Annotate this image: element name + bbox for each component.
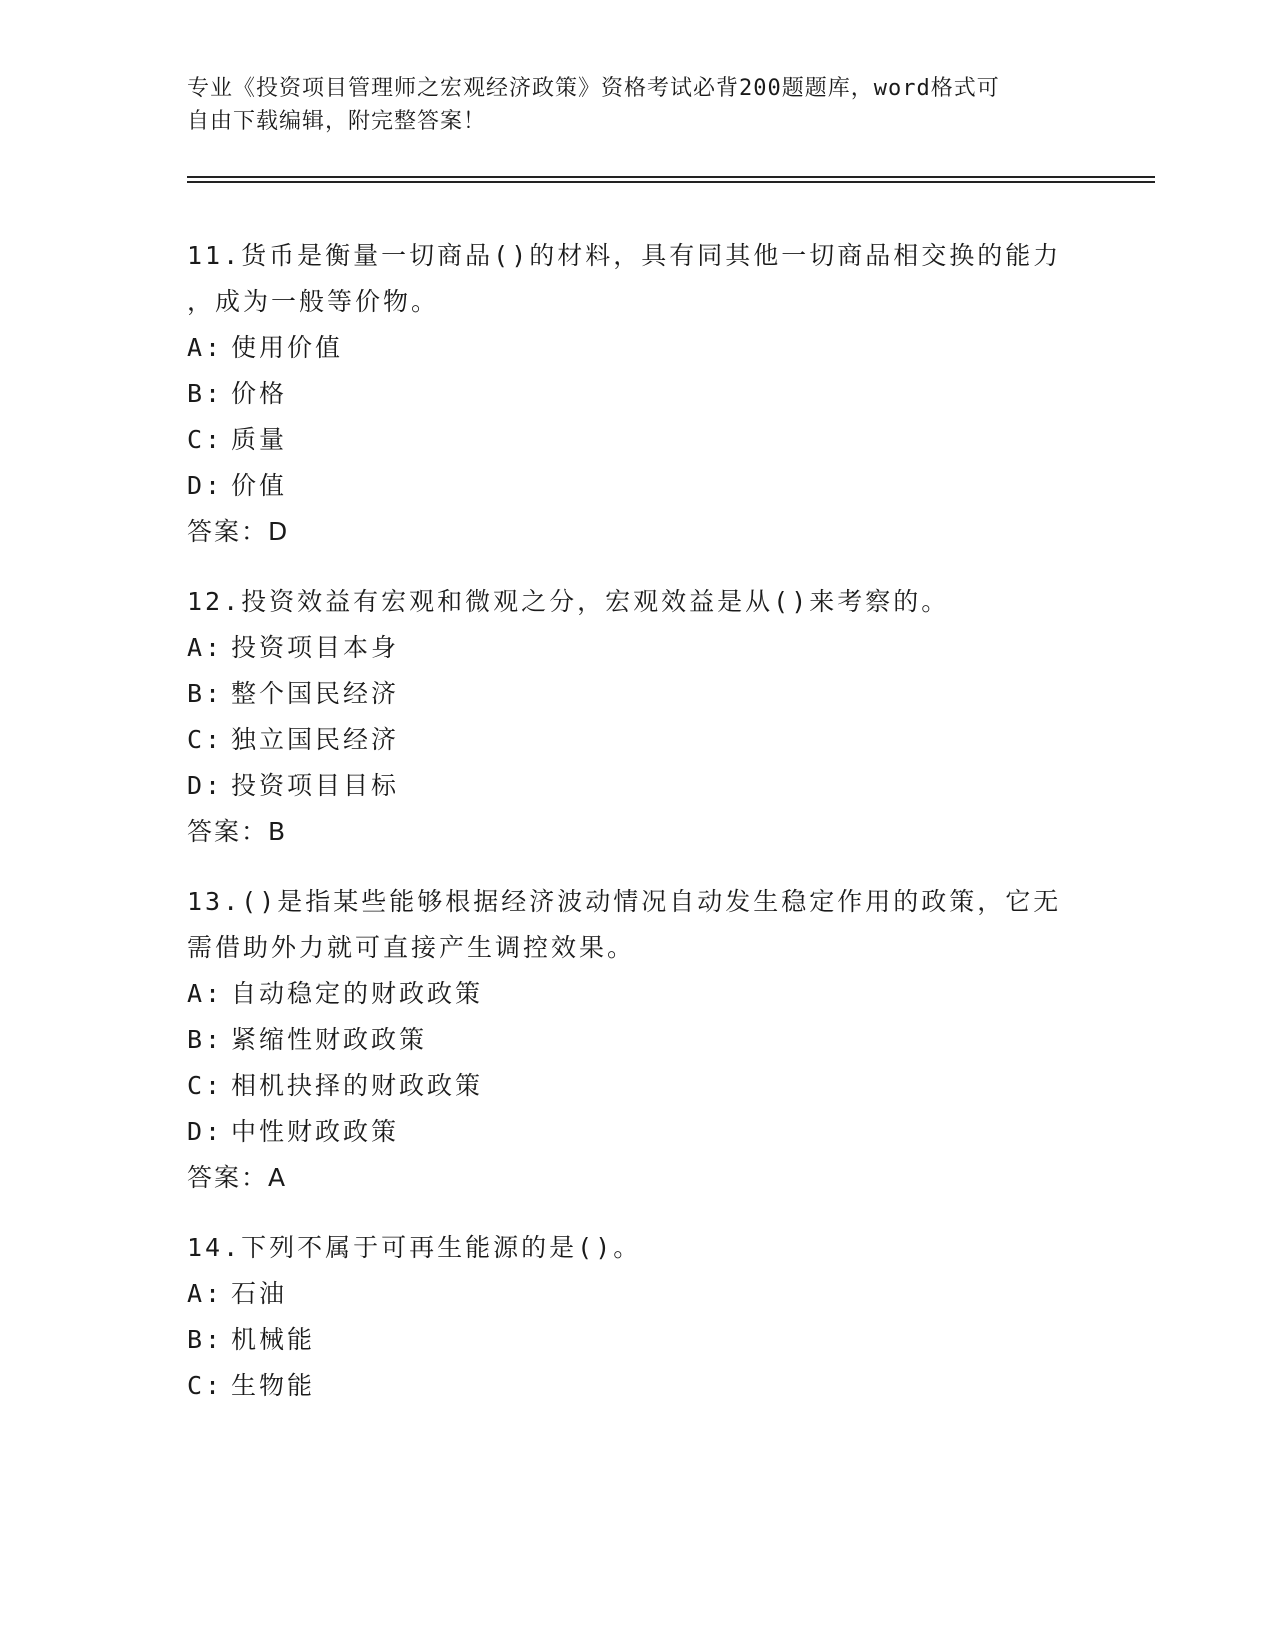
option-key: A: (187, 633, 224, 662)
option-text: 自动稳定的财政政策 (231, 979, 484, 1008)
option-c (187, 1363, 1087, 1409)
header-divider-top (187, 176, 1155, 178)
question-stem-line-1: 13.()是指某些能够根据经济波动情况自动发生稳定作用的政策，它无 (187, 887, 1062, 916)
option-key: C: (187, 1371, 224, 1400)
option-key: B: (187, 1325, 224, 1354)
question-stem-line-1: 12.投资效益有宏观和微观之分，宏观效益是从()来考察的。 (187, 587, 950, 616)
option-b (187, 1017, 1087, 1063)
option-b (187, 671, 1087, 717)
option-key: D: (187, 471, 224, 500)
option-key: A: (187, 979, 224, 1008)
option-key: A: (187, 1279, 224, 1308)
question-13 (187, 879, 1087, 1201)
option-text: 独立国民经济 (231, 725, 400, 754)
option-key: C: (187, 725, 224, 754)
option-a (187, 971, 1087, 1017)
answer-line: 答案：D (187, 517, 290, 546)
option-d (187, 1109, 1087, 1155)
option-c (187, 717, 1087, 763)
option-key: C: (187, 425, 224, 454)
option-key: B: (187, 379, 224, 408)
answer-line: 答案：B (187, 817, 288, 846)
question-11 (187, 233, 1087, 555)
option-a (187, 325, 1087, 371)
option-text: 紧缩性财政政策 (231, 1025, 428, 1054)
question-stem-line-2: ，成为一般等价物。 (187, 287, 440, 316)
question-14 (187, 1225, 1087, 1409)
option-text: 石油 (231, 1279, 288, 1308)
option-key: C: (187, 1071, 224, 1100)
option-key: B: (187, 679, 224, 708)
header-line-2: 自由下载编辑，附完整答案！ (187, 109, 487, 134)
option-a (187, 1271, 1087, 1317)
option-text: 使用价值 (231, 333, 344, 362)
option-c (187, 1063, 1087, 1109)
option-key: D: (187, 1117, 224, 1146)
question-stem-line-1: 14.下列不属于可再生能源的是()。 (187, 1233, 642, 1262)
option-text: 价格 (231, 379, 288, 408)
option-b (187, 1317, 1087, 1363)
option-text: 相机抉择的财政政策 (231, 1071, 484, 1100)
answer-line: 答案：A (187, 1163, 288, 1192)
question-12 (187, 579, 1087, 855)
option-key: A: (187, 333, 224, 362)
option-d (187, 763, 1087, 809)
option-text: 投资项目本身 (231, 633, 400, 662)
header-line-1: 专业《投资项目管理师之宏观经济政策》资格考试必背200题题库，word格式可 (187, 76, 1000, 101)
option-b (187, 371, 1087, 417)
option-text: 整个国民经济 (231, 679, 400, 708)
option-text: 价值 (231, 471, 288, 500)
option-text: 中性财政政策 (231, 1117, 400, 1146)
option-a (187, 625, 1087, 671)
option-text: 生物能 (231, 1371, 316, 1400)
question-stem-line-1: 11.货币是衡量一切商品()的材料，具有同其他一切商品相交换的能力 (187, 241, 1062, 270)
option-text: 投资项目目标 (231, 771, 400, 800)
document-header (187, 72, 1087, 138)
option-d (187, 463, 1087, 509)
header-divider-bottom (187, 181, 1155, 183)
option-key: B: (187, 1025, 224, 1054)
option-key: D: (187, 771, 224, 800)
option-text: 质量 (231, 425, 288, 454)
question-stem-line-2: 需借助外力就可直接产生调控效果。 (187, 933, 636, 962)
option-c (187, 417, 1087, 463)
question-list (187, 233, 1087, 1433)
option-text: 机械能 (231, 1325, 316, 1354)
